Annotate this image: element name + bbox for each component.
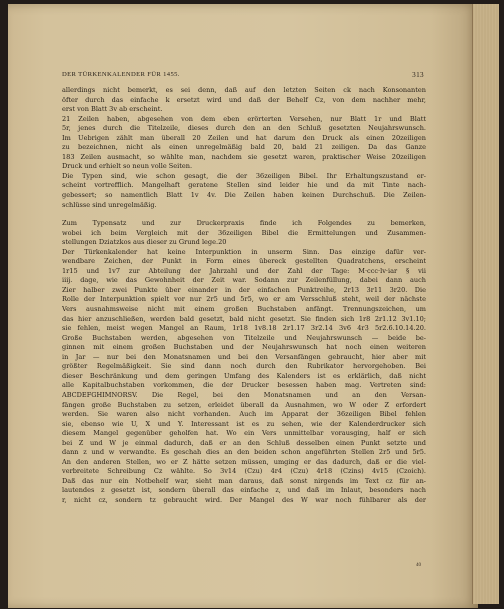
text-line: Der Türkenkalender hat keine Interpunktion in unserm Sinn. Das einzige dafür ver- <box>62 247 426 256</box>
paragraph-gap <box>62 210 426 219</box>
text-line: Die Typen sind, wie schon gesagt, die der 36zeiligen Bibel. Ihr Erhaltungszustand er- <box>62 171 426 180</box>
text-line: scheint vortrefflich. Mangelhaft geratene Stellen sind leider hie und da mit Tinte nach- <box>62 181 426 190</box>
text-line: dann z und w verwandte. Es geschah dies an den beiden schon angeführten Stellen 2r5 und 5r5. <box>62 448 426 457</box>
text-line: Druck und erhielt so neun volle Seiten. <box>62 162 193 171</box>
text-line: diesem Mangel gegenüber geholfen hat. Wo ein Vers unmittelbar vorausging, half er sich <box>62 429 426 438</box>
text-line: 1r15 und 1v7 zur Abteilung der Jahrzahl und der Zahl der Tage: M·ccc·lv·iar § vii <box>62 266 426 275</box>
text-line: sie, ebenso wie U, X und Y. Interessant ist es zu sehen, wie der Kalenderdrucker sich <box>62 419 426 428</box>
signature-mark: 40 <box>416 563 421 568</box>
text-line: in Jar — nur bei den Monatsnamen und bei den Versanfängen gebraucht, hier aber mit <box>62 352 426 361</box>
text-line: Im Uebrigen zählt man überall 20 Zeilen und hat darum den Druck als einen 20zeiligen <box>62 133 426 142</box>
text-line: Vers ausnahmsweise nicht mit einem großen Buchstaben anfängt. Trennungszeichen, um <box>62 305 426 314</box>
text-line: wobei ich beim Vergleich mit der 36zeiligen Bibel die Ermittelungen und Zusammen- <box>62 228 426 237</box>
text-line: öfter durch das einfache k ersetzt wird und daß der Behelf Cz, von dem nachher mehr, <box>62 95 426 104</box>
text-line: allerdings nicht bemerkt, es sei denn, daß auf den letzten Seiten ck nach Konsonanten <box>62 86 426 94</box>
text-line: das hier anzuschließen, werden bald gesetzt, bald nicht gesetzt. Sie finden sich 1r8 2r1.12 3v1.10; <box>62 314 426 323</box>
paragraph-2 <box>62 115 426 172</box>
text-line: bei Z und W je einmal dadurch, daß er an den Schluß desselben einen Punkt setzte und <box>62 438 426 447</box>
text-line: alle Kapitalbuchstaben vorkommen, die der Drucker besessen haben mag. Vertreten sind: <box>62 381 426 390</box>
text-line: Zum Typensatz und zur Druckerpraxis finde ich Folgendes zu bemerken, <box>62 219 426 228</box>
text-line: An den anderen Stellen, wo er Z hätte setzen müssen, umging er das dadurch, daß er die viel- <box>62 457 426 466</box>
text-line: ginnen mit einem großen Buchstaben und der Neujahrswunsch hat noch einen weiteren <box>62 343 426 352</box>
running-head <box>62 71 424 79</box>
text-line: zu bezeichnen, nicht als einen unregelmäßig bald 20, bald 21 zeiligen. Da das Ganze <box>62 143 426 152</box>
paragraph-4 <box>62 219 426 248</box>
text-line: stellungen Dziatzkos aus dieser zu Grund lege.20 <box>62 238 227 247</box>
page-number: 313 <box>412 71 424 79</box>
text-line: r, nicht cz, sondern tz gebraucht wird. Der Mangel des W war noch fühlbarer als der <box>62 495 426 504</box>
text-line: 183 Zeilen ausmacht, so wählte man, nachdem sie gesetzt waren, praktischer Weise 20zeiligen <box>62 152 426 161</box>
text-line: lautendes z gesetzt ist, sondern überall das einfache z, und daß im Inlaut, besonders nach <box>62 486 426 495</box>
text-line: Große Buchstaben werden, abgesehen von Titelzeile und Neujahrswunsch — beide be- <box>62 333 426 342</box>
paragraph-5 <box>62 248 426 506</box>
text-line: fängen große Buchstaben zu setzen, erleidet überall da Ausnahmen, wo W oder Z erfordert <box>62 400 426 409</box>
text-line: größter Regelmäßigkeit. Sie sind dann noch durch den Rubrikator hervorgehoben. Bei <box>62 362 426 371</box>
text-line: werden. Sie waren also nicht vorhanden. Auch im Apparat der 36zeiligen Bibel fehlen <box>62 410 426 419</box>
text-line: dieser Beschränkung und dem geringen Umfang des Kalenders ist es erklärlich, daß nicht <box>62 371 426 380</box>
text-line: Daß das nur ein Notbehelf war, sieht man daraus, daß sonst nirgends im Text cz für an- <box>62 476 426 485</box>
text-line: ABCDEFGHIMNORSV. Die Regel, bei den Monatsnamen und an den Versan- <box>62 390 426 399</box>
paragraph-1 <box>62 86 426 115</box>
running-head-title: DER TÜRKENKALENDER FÜR 1455. <box>62 71 180 78</box>
text-line: 5r, jenes durch die Titelzeile, dieses durch den an den Schluß gesetzten Neujahrswunsch. <box>62 124 426 133</box>
text-line: sie fehlen, meist wegen Mangel an Raum, 1r18 1v8.18 2r1.17 3r2.14 3v6 4r3 5r2.6.10.14.20. <box>62 324 426 333</box>
text-line: schlüsse sind unregelmäßig. <box>62 200 157 209</box>
text-line: iiij. dage, wie das Gewohnheit der Zeit war. Sodann zur Zeilenfüllung, dabei dann auch <box>62 276 426 285</box>
text-line: 21 Zeilen haben, abgesehen von dem eben erörterten Versehen, nur Blatt 1r und Blatt <box>62 114 426 123</box>
text-line: erst von Blatt 3v ab erscheint. <box>62 105 163 114</box>
page-edges <box>472 4 499 604</box>
text-line: wendbare Zeichen, der Punkt in Form eines übereck gestellten Quadratchens, erscheint <box>62 257 426 266</box>
text-line: Rolle der Interpunktion spielt vor nur 2r5 und 5r5, wo er am Versschluß steht, weil der nächste <box>62 295 426 304</box>
body-text <box>62 86 426 506</box>
text-line: verbreitete Schreibung Cz wählte. So 3v14 (Czu) 4r4 (Czu) 4r18 (Czins) 4v15 (Czoich). <box>62 467 426 476</box>
paragraph-3 <box>62 172 426 210</box>
text-line: gebessert; so namentlich Blatt 1v 4v. Die Zeilen haben keinen Durchschuß. Die Zeilen- <box>62 191 426 200</box>
text-line: Zier halber zwei Punkte über einander in der einfachen Punktreihe, 2r13 3r11 3r20. Die <box>62 285 426 294</box>
